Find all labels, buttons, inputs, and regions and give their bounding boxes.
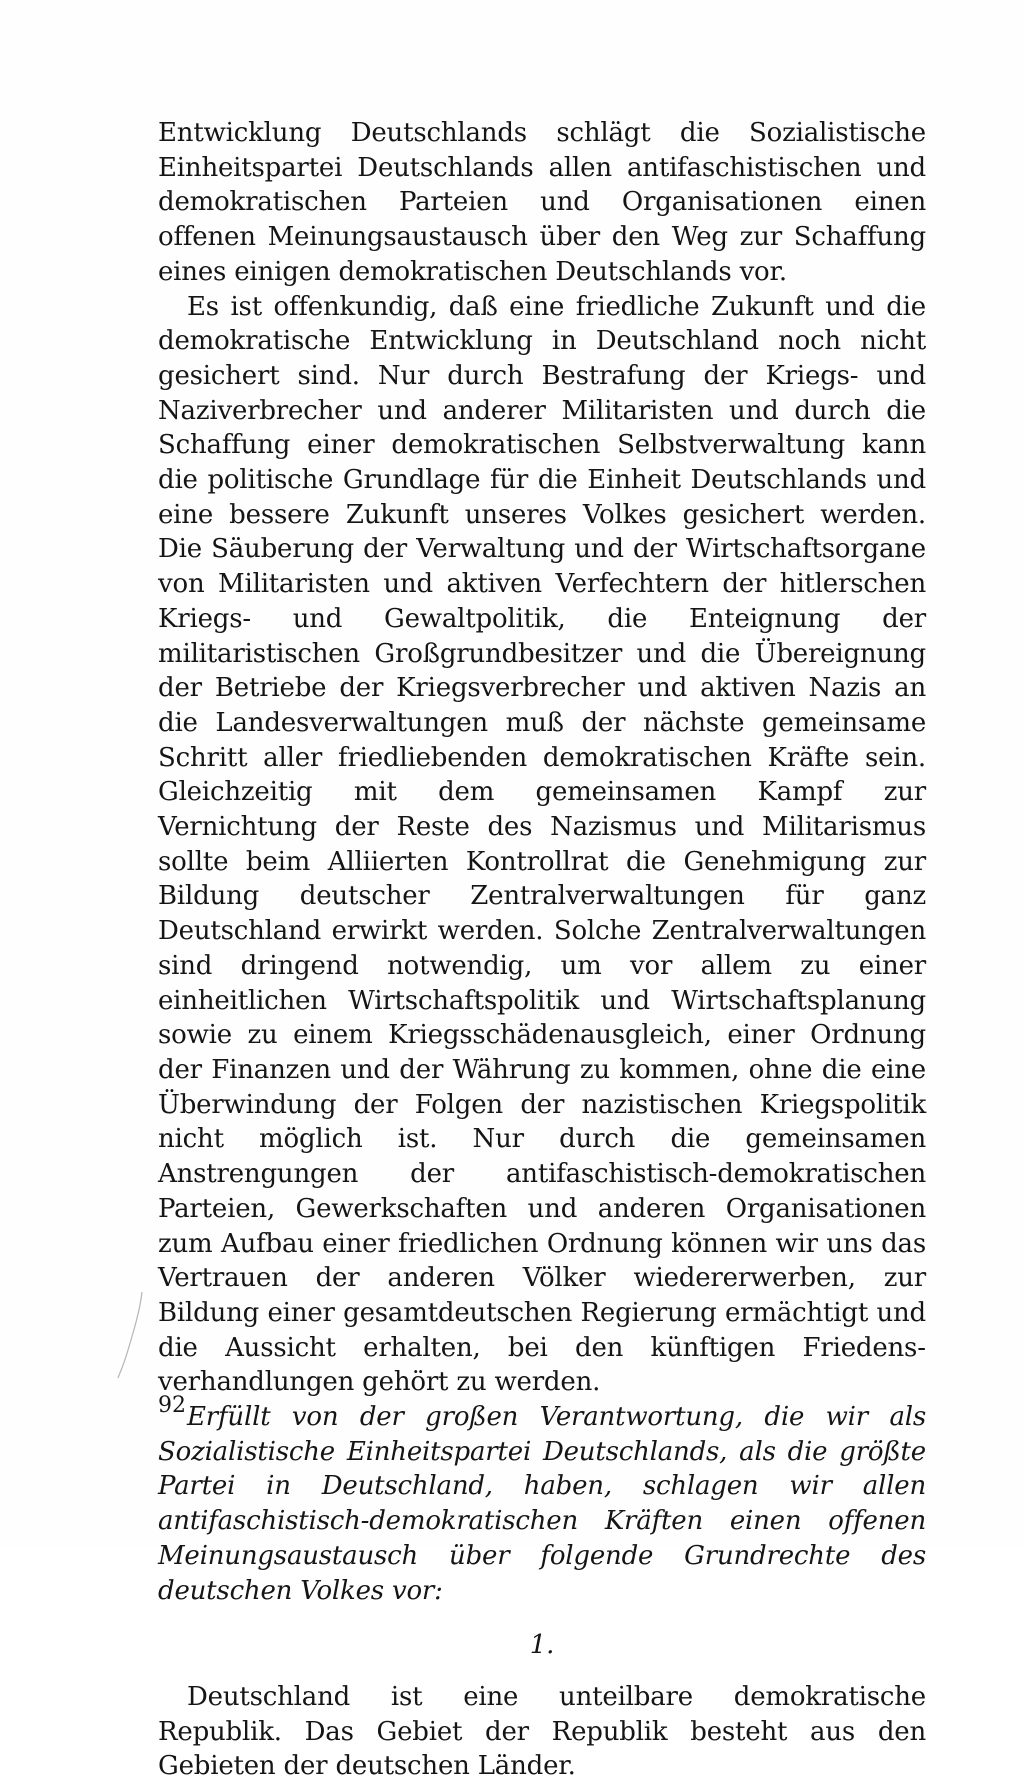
pencil-margin-mark (112, 1290, 152, 1380)
paragraph-continuation: Entwicklung Deutschlands schlägt die Sozialistische Einheitspartei Deutschlands allen antifaschistischen und demokratischen Parteien und Organisationen einen offenen Meinungsaustausch über den Weg zur Schaffung eines einigen demokratischen Deutschlands vor. (158, 118, 926, 287)
page-number: 92 (158, 1393, 186, 1418)
section-paragraph: Deutschland ist eine unteilbare demokratische Republik. Das Gebiet der Republik besteht aus den Gebieten der deutschen Länder. (158, 1681, 926, 1782)
paragraph-italic-proposal: Erfüllt von der großen Verantwortung, die wir als Sozialistische Einheitspartei Deutschlands, als die größte Partei in Deutschland, haben, schlagen wir allen antifaschistisch-demokratischen Kräften einen offenen Meinungsaustausch über folgende Grundrechte des deutschen Volkes vor: (158, 1402, 926, 1606)
paragraph-main: Es ist offenkundig, daß eine friedliche Zukunft und die demokratische Entwicklung in Deutschland noch nicht gesichert sind. Nur durch Bestrafung der Kriegs- und Naziverbrecher und anderer Militaristen und durch die Schaffung einer demokratischen Selbstverwaltung kann die politische Grundlage für die Einheit Deutschlands und eine bessere Zukunft unseres Volkes gesichert werden. Die Säuberung der Verwaltung und der Wirtschaftsorgane von Militaristen und aktiven Verfechtern der hitlerschen Kriegs- und Gewaltpolitik, die Enteignung der militaristischen Großgrundbesitzer und die Übereignung der Betriebe der Kriegsverbrecher und aktiven Nazis an die Landesverwaltungen muß der nächste gemeinsame Schritt aller friedliebenden demokratischen Kräfte sein. Gleichzeitig mit dem gemeinsamen Kampf zur Vernichtung der Reste des Nazismus und Militarismus sollte beim Alliierten Kontrollrat die Genehmigung zur Bildung deutscher Zentralverwaltungen für ganz Deutschland erwirkt werden. Solche Zentralverwaltungen sind dringend notwendig, um vor allem zu einer einheitlichen Wirtschaftspolitik und Wirtschaftsplanung sowie zu einem Kriegsschädenausgleich, einer Ordnung der Finanzen und der Währung zu kommen, ohne die eine Überwindung der Folgen der nazistischen Kriegspolitik nicht möglich ist. Nur durch die gemeinsamen Anstrengungen der antifaschistisch-demokratischen Parteien, Gewerkschaften und anderen Organisationen zum Aufbau einer friedlichen Ordnung können wir uns das Vertrauen der anderen Völker wiedererwerben, zur Bildung einer gesamtdeutschen Regierung ermächtigt und die Aussicht erhalten, bei den künftigen Friedensverhandlungen gehört zu werden. (158, 291, 926, 1398)
section-number: 1. (529, 1630, 555, 1661)
body-text (158, 116, 926, 1784)
